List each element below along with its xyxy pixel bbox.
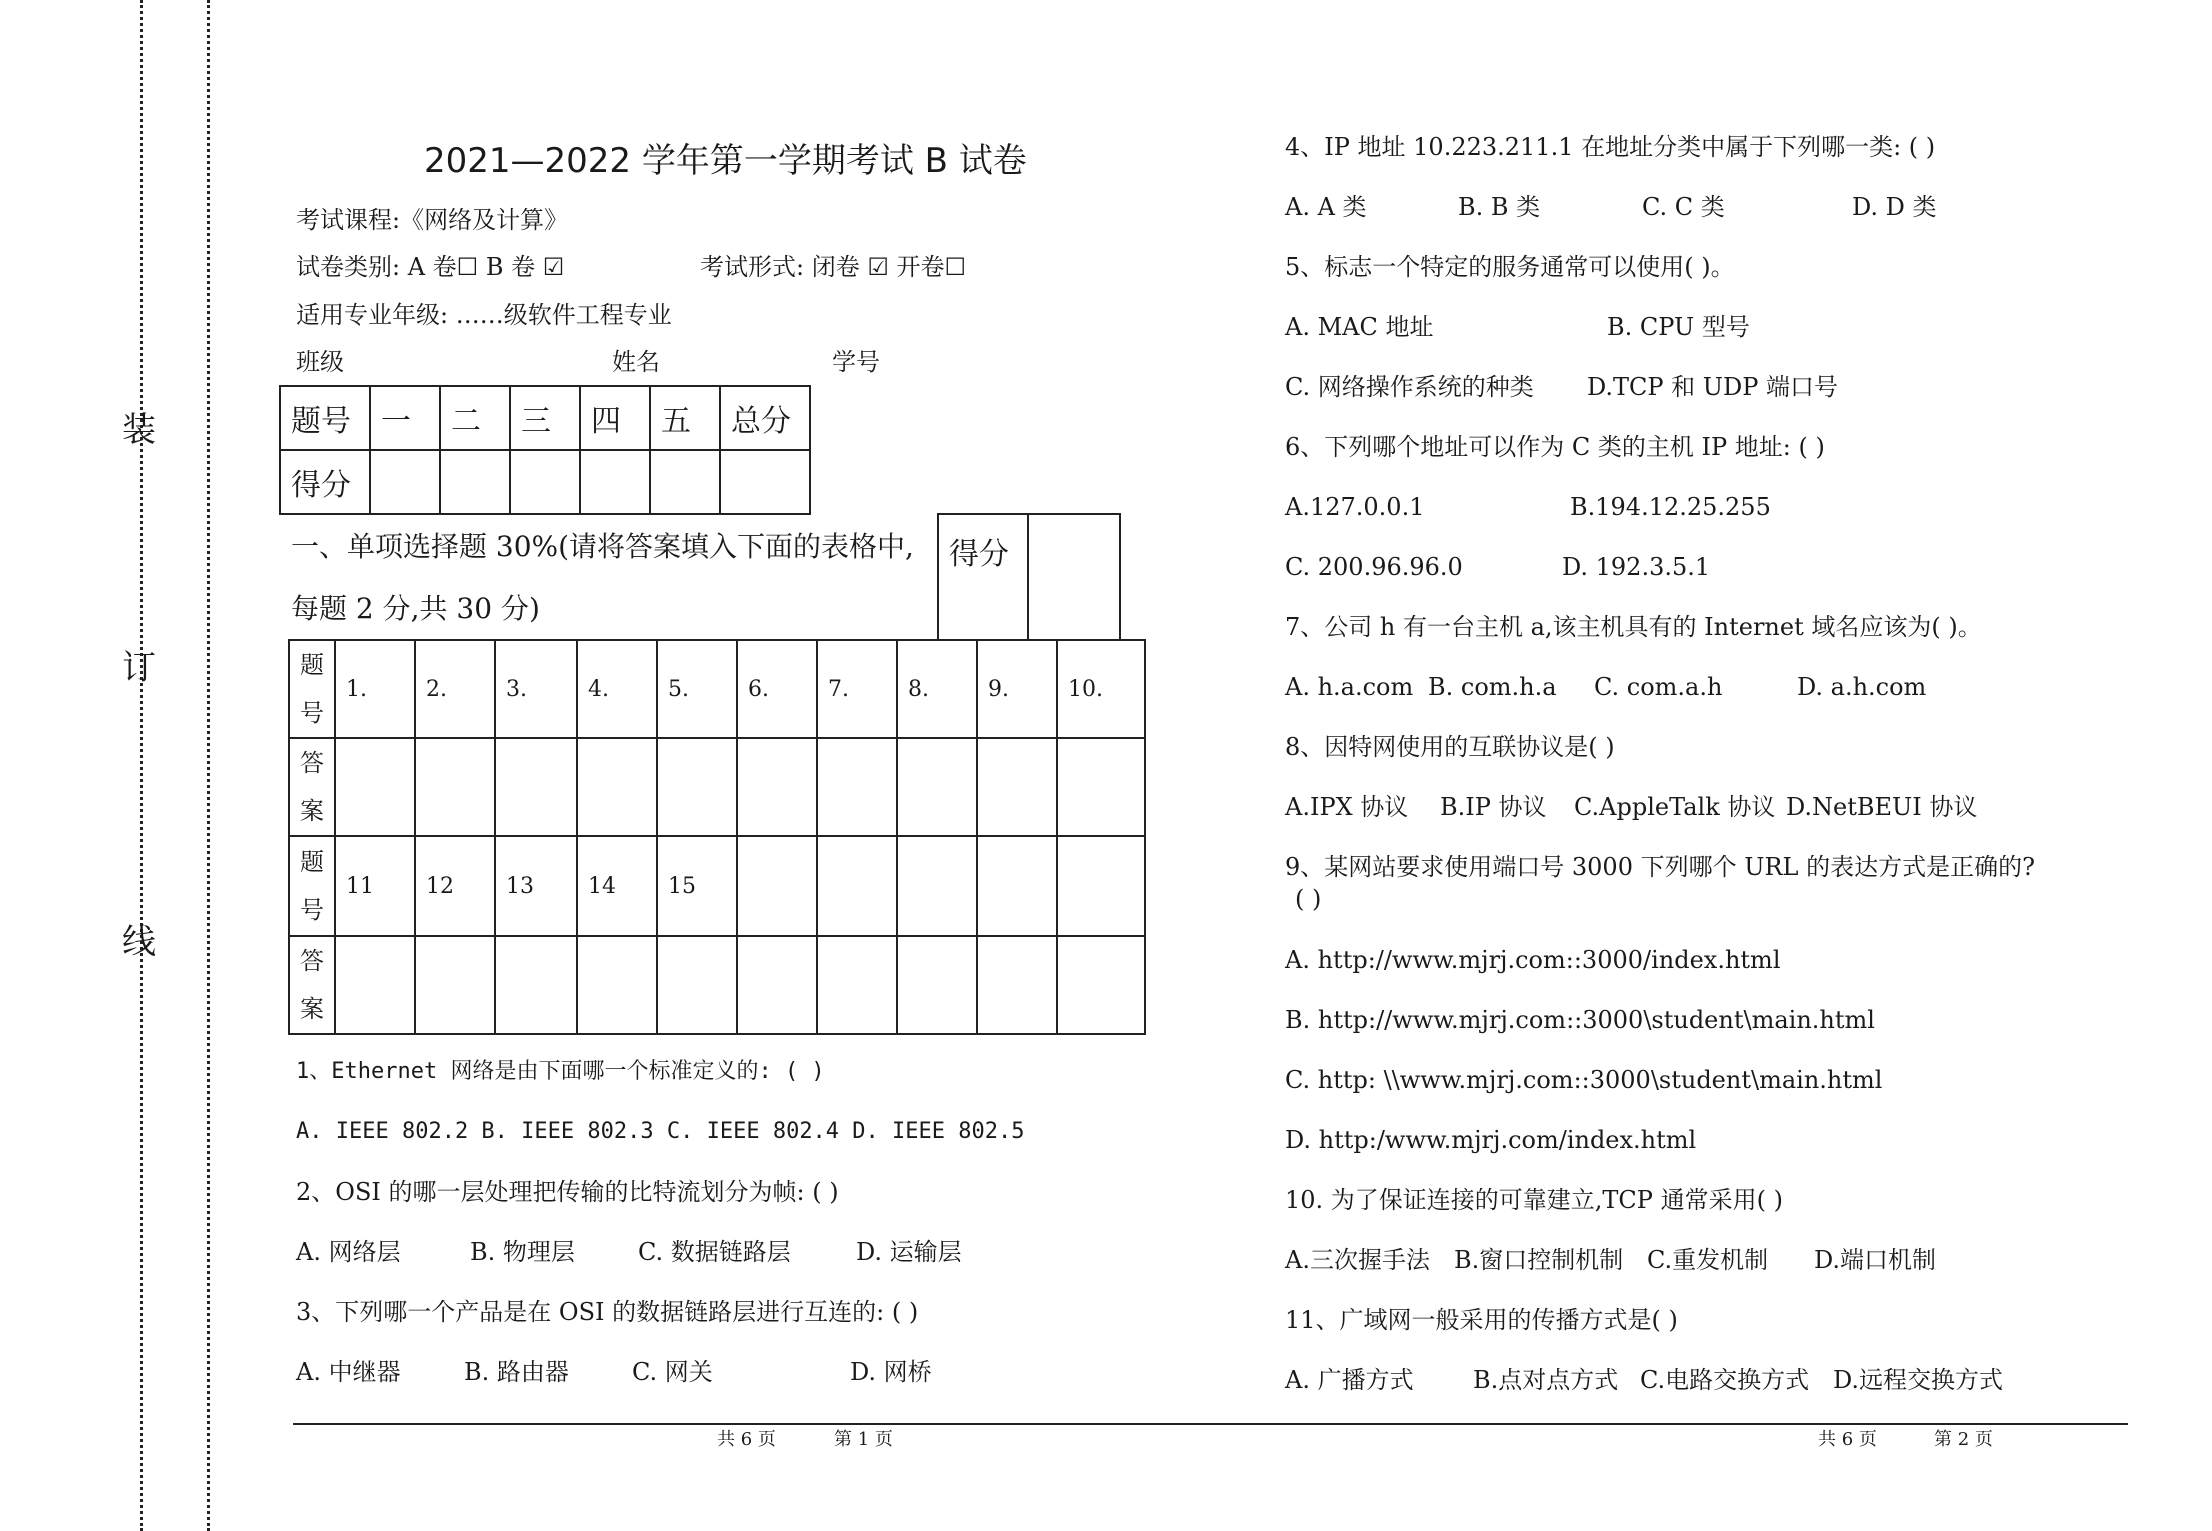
question-number: 10.	[1057, 640, 1145, 738]
question-6-option-b: B.194.12.25.255	[1570, 493, 1771, 521]
question-10-option-a: A.三次握手法	[1285, 1246, 1430, 1274]
score-row-label: 得分	[280, 450, 370, 514]
question-1-options: A. IEEE 802.2 B. IEEE 802.3 C. IEEE 802.4 D. IEEE 802.5	[296, 1119, 1025, 1144]
question-7-option-c: C. com.a.h	[1594, 673, 1723, 701]
question-6: 6、下列哪个地址可以作为 C 类的主机 IP 地址: ( )	[1285, 433, 1825, 461]
question-11: 11、广域网一般采用的传播方式是( )	[1285, 1306, 1678, 1334]
name-label: 姓名	[612, 348, 660, 376]
question-11-option-d: D.远程交换方式	[1833, 1366, 2004, 1394]
score-header-cell: 四	[580, 386, 650, 450]
question-9-answer-blank: ( )	[1295, 885, 1322, 913]
question-number: 11	[335, 836, 415, 936]
question-4-option-c: C. C 类	[1642, 193, 1725, 221]
question-8-option-b: B.IP 协议	[1440, 793, 1547, 821]
score-value-row	[280, 450, 810, 514]
answer-row	[289, 738, 1145, 836]
question-number	[737, 836, 817, 936]
question-number: 3.	[495, 640, 577, 738]
binding-line-outer	[140, 0, 143, 1531]
question-number: 9.	[977, 640, 1057, 738]
question-10: 10. 为了保证连接的可靠建立,TCP 通常采用( )	[1285, 1186, 1783, 1214]
answer-cell[interactable]	[817, 738, 897, 836]
answer-cell[interactable]	[897, 738, 977, 836]
footer-right-page: 第 2 页	[1934, 1429, 1993, 1450]
question-number	[817, 836, 897, 936]
answer-cell[interactable]	[1057, 738, 1145, 836]
question-11-option-a: A. 广播方式	[1285, 1366, 1414, 1394]
footer-left-page: 第 1 页	[834, 1429, 893, 1450]
answer-cell[interactable]	[657, 936, 737, 1034]
exam-major: 适用专业年级: ……级软件工程专业	[296, 301, 672, 329]
question-8-option-a: A.IPX 协议	[1285, 793, 1409, 821]
question-8-option-d: D.NetBEUI 协议	[1786, 793, 1978, 821]
question-5: 5、标志一个特定的服务通常可以使用( )。	[1285, 253, 1735, 281]
question-9-option-c: C. http: \\www.mjrj.com::3000\student\main.html	[1285, 1066, 1883, 1094]
score-cell[interactable]	[650, 450, 720, 514]
section1-grade-box	[937, 513, 1121, 641]
score-cell[interactable]	[720, 450, 810, 514]
score-cell[interactable]	[510, 450, 580, 514]
answer-cell[interactable]	[415, 936, 495, 1034]
question-9-option-a: A. http://www.mjrj.com::3000/index.html	[1285, 946, 1781, 974]
answer-cell[interactable]	[495, 738, 577, 836]
question-7-option-d: D. a.h.com	[1797, 673, 1927, 701]
question-1: 1、Ethernet 网络是由下面哪一个标准定义的: ( )	[296, 1059, 825, 1084]
question-3-option-c: C. 网关	[632, 1358, 713, 1386]
question-number: 6.	[737, 640, 817, 738]
section1-heading-cont: 每题 2 分,共 30 分)	[291, 592, 540, 625]
question-6-option-c: C. 200.96.96.0	[1285, 553, 1463, 581]
question-6-option-a: A.127.0.0.1	[1285, 493, 1425, 521]
question-6-option-d: D. 192.3.5.1	[1562, 553, 1711, 581]
binding-char-zhuang: 装	[122, 410, 156, 450]
question-5-option-a: A. MAC 地址	[1285, 313, 1434, 341]
answer-cell[interactable]	[737, 738, 817, 836]
question-10-option-b: B.窗口控制机制	[1454, 1246, 1624, 1274]
answer-cell[interactable]	[1057, 936, 1145, 1034]
answer-table	[288, 639, 1146, 1035]
answer-cell[interactable]	[577, 738, 657, 836]
exam-title: 2021—2022 学年第一学期考试 B 试卷	[424, 141, 1027, 181]
question-8: 8、因特网使用的互联协议是( )	[1285, 733, 1615, 761]
answer-num-label: 题 号	[289, 836, 335, 936]
question-number	[977, 836, 1057, 936]
score-header-cell: 二	[440, 386, 510, 450]
footer-rule	[293, 1423, 2128, 1425]
question-3-option-d: D. 网桥	[850, 1358, 932, 1386]
question-3-option-a: A. 中继器	[296, 1358, 401, 1386]
footer-right-total: 共 6 页	[1818, 1429, 1877, 1450]
question-11-option-b: B.点对点方式	[1473, 1366, 1619, 1394]
answer-label: 答 案	[289, 738, 335, 836]
question-3: 3、下列哪一个产品是在 OSI 的数据链路层进行互连的: ( )	[296, 1298, 919, 1326]
question-4-option-a: A. A 类	[1285, 193, 1367, 221]
score-header-row	[280, 386, 810, 450]
question-5-option-d: D.TCP 和 UDP 端口号	[1587, 373, 1839, 401]
answer-cell[interactable]	[415, 738, 495, 836]
question-4-option-d: D. D 类	[1852, 193, 1937, 221]
question-3-option-b: B. 路由器	[464, 1358, 569, 1386]
answer-num-row	[289, 836, 1145, 936]
answer-cell[interactable]	[577, 936, 657, 1034]
question-2-option-b: B. 物理层	[470, 1238, 575, 1266]
question-9-option-b: B. http://www.mjrj.com::3000\student\main.html	[1285, 1006, 1875, 1034]
section1-grade-label: 得分	[949, 537, 1009, 572]
answer-num-row	[289, 640, 1145, 738]
answer-cell[interactable]	[495, 936, 577, 1034]
question-number: 15	[657, 836, 737, 936]
answer-cell[interactable]	[897, 936, 977, 1034]
answer-cell[interactable]	[335, 936, 415, 1034]
question-4-option-b: B. B 类	[1458, 193, 1541, 221]
answer-cell[interactable]	[657, 738, 737, 836]
question-number: 2.	[415, 640, 495, 738]
question-5-option-b: B. CPU 型号	[1607, 313, 1750, 341]
question-7-option-b: B. com.h.a	[1428, 673, 1557, 701]
exam-category: 试卷类别: A 卷☐ B 卷 ☑	[296, 253, 565, 281]
score-table	[279, 385, 811, 515]
answer-num-label: 题 号	[289, 640, 335, 738]
question-9-option-d: D. http:/www.mjrj.com/index.html	[1285, 1126, 1697, 1154]
score-header-cell: 总分	[720, 386, 810, 450]
score-header-cell: 三	[510, 386, 580, 450]
answer-row	[289, 936, 1145, 1034]
score-header-cell: 一	[370, 386, 440, 450]
question-number: 14	[577, 836, 657, 936]
answer-cell[interactable]	[977, 936, 1057, 1034]
question-number: 1.	[335, 640, 415, 738]
exam-format: 考试形式: 闭卷 ☑ 开卷☐	[700, 253, 967, 281]
binding-line-inner	[207, 0, 210, 1531]
answer-cell[interactable]	[817, 936, 897, 1034]
answer-label: 答 案	[289, 936, 335, 1034]
footer-left-total: 共 6 页	[717, 1429, 776, 1450]
score-header-cell: 五	[650, 386, 720, 450]
question-10-option-d: D.端口机制	[1814, 1246, 1937, 1274]
answer-cell[interactable]	[977, 738, 1057, 836]
question-number	[1057, 836, 1145, 936]
question-number: 12	[415, 836, 495, 936]
question-8-option-c: C.AppleTalk 协议	[1574, 793, 1776, 821]
question-number	[897, 836, 977, 936]
score-header-cell: 题号	[280, 386, 370, 450]
question-7: 7、公司 h 有一台主机 a,该主机具有的 Internet 域名应该为( )。	[1285, 613, 1982, 641]
question-number: 13	[495, 836, 577, 936]
question-number: 5.	[657, 640, 737, 738]
question-2-option-d: D. 运输层	[856, 1238, 962, 1266]
question-10-option-c: C.重发机制	[1647, 1246, 1769, 1274]
question-7-option-a: A. h.a.com	[1285, 673, 1414, 701]
question-number: 8.	[897, 640, 977, 738]
exam-course: 考试课程:《网络及计算》	[296, 206, 569, 234]
question-5-option-c: C. 网络操作系统的种类	[1285, 373, 1534, 401]
grade-box-divider	[1027, 515, 1029, 641]
score-cell[interactable]	[440, 450, 510, 514]
question-11-option-c: C.电路交换方式	[1640, 1366, 1810, 1394]
question-2-option-a: A. 网络层	[296, 1238, 401, 1266]
answer-cell[interactable]	[737, 936, 817, 1034]
score-cell[interactable]	[580, 450, 650, 514]
question-9: 9、某网站要求使用端口号 3000 下列哪个 URL 的表达方式是正确的?	[1285, 853, 2035, 881]
answer-cell[interactable]	[335, 738, 415, 836]
question-4: 4、IP 地址 10.223.211.1 在地址分类中属于下列哪一类: ( )	[1285, 133, 1936, 161]
score-cell[interactable]	[370, 450, 440, 514]
class-label: 班级	[296, 348, 344, 376]
binding-char-ding: 订	[122, 648, 156, 688]
student-id-label: 学号	[832, 348, 880, 376]
question-number: 7.	[817, 640, 897, 738]
question-2: 2、OSI 的哪一层处理把传输的比特流划分为帧: ( )	[296, 1178, 839, 1206]
question-2-option-c: C. 数据链路层	[638, 1238, 791, 1266]
section1-heading: 一、单项选择题 30%(请将答案填入下面的表格中,	[291, 530, 914, 563]
binding-char-xian: 线	[122, 922, 156, 962]
question-number: 4.	[577, 640, 657, 738]
